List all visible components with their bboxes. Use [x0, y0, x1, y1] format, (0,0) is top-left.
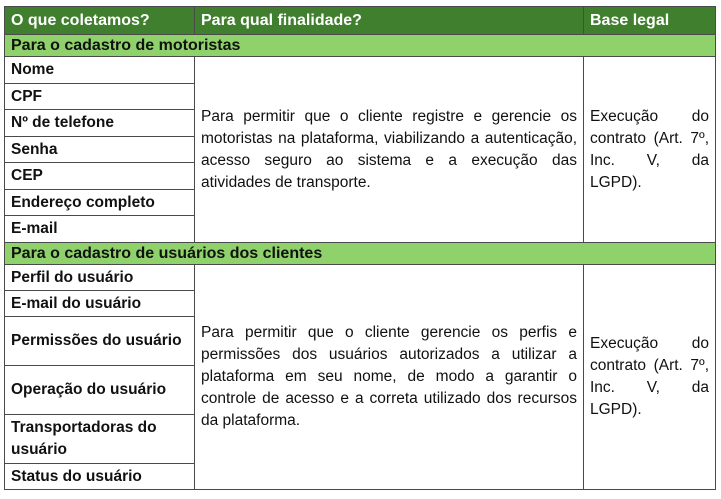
data-item: Nome [5, 57, 195, 84]
data-item: Permissões do usuário [5, 317, 195, 366]
data-item: Operação do usuário [5, 366, 195, 415]
data-item: Nº de telefone [5, 110, 195, 137]
data-item: CPF [5, 84, 195, 110]
purpose-drivers: Para permitir que o cliente registre e gerencie os motoristas na plataforma, viabilizando a autenticação, acesso seguro ao sistema e a execução das atividades de transporte. [195, 57, 584, 243]
header-purpose: Para qual finalidade? [195, 7, 584, 35]
legal-basis-drivers: Execução do contrato (Art. 7º, Inc. V, da LGPD). [584, 57, 716, 243]
purpose-client-users: Para permitir que o cliente gerencie os perfis e permissões dos usuários autorizados a utilizar a plataforma em seu nome, de modo a garantir o controle de acesso e a correta utilizado dos recursos da plataforma. [195, 265, 584, 490]
legal-basis-client-users: Execução do contrato (Art. 7º, Inc. V, da LGPD). [584, 265, 716, 490]
section-row-drivers [5, 35, 716, 57]
table-row [5, 57, 716, 84]
table-row [5, 265, 716, 291]
data-item: Status do usuário [5, 464, 195, 490]
section-title-drivers: Para o cadastro de motoristas [5, 35, 716, 57]
data-item: Transportadoras do usuário [5, 415, 195, 464]
data-item: CEP [5, 163, 195, 190]
data-item: Endereço completo [5, 190, 195, 216]
data-item: Senha [5, 137, 195, 163]
header-legal-basis: Base legal [584, 7, 716, 35]
data-item: E-mail do usuário [5, 291, 195, 317]
header-what-we-collect: O que coletamos? [5, 7, 195, 35]
section-title-client-users: Para o cadastro de usuários dos clientes [5, 243, 716, 265]
data-item: Perfil do usuário [5, 265, 195, 291]
section-row-client-users [5, 243, 716, 265]
data-collection-table [4, 6, 716, 490]
data-item: E-mail [5, 216, 195, 243]
header-row [5, 7, 716, 35]
